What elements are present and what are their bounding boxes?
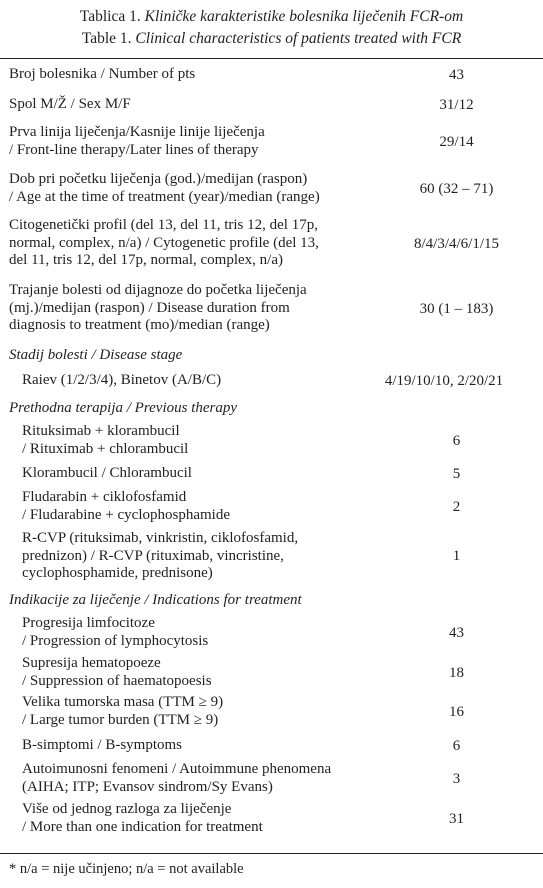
- row-label: [9, 282, 369, 335]
- table-row: [0, 96, 543, 116]
- label-line: Trajanje bolesti od dijagnoze do početka liječenja: [9, 282, 307, 298]
- caption-en-title: Clinical characteristics of patients treated with FCR: [135, 30, 462, 47]
- row-label: [22, 423, 382, 458]
- label-line: Više od jednog razloga za liječenje: [22, 801, 232, 817]
- table-row: [0, 282, 543, 336]
- row-value: 18: [449, 665, 464, 681]
- label-line: B-simptomi / B-symptoms: [22, 737, 183, 753]
- row-value: 31: [449, 811, 464, 827]
- table-row: [0, 694, 543, 730]
- indications-heading: Indikacije za liječenje / Indications for treatment: [9, 592, 302, 608]
- label-line: Citogenetički profil (del 13, del 11, tris 12, del 17p,: [9, 217, 318, 233]
- row-value: 1: [452, 548, 461, 564]
- row-label: [22, 530, 382, 583]
- table-bottom-rule: [0, 853, 543, 854]
- row-value: 5: [452, 466, 461, 482]
- row-label: [9, 66, 369, 84]
- table-row: [0, 124, 543, 160]
- row-value: 3: [452, 771, 461, 787]
- section-heading: [0, 400, 543, 420]
- table-row: [0, 217, 543, 271]
- label-line: / Rituximab + chlorambucil: [22, 440, 189, 457]
- stage-value: 4/19/10/10, 2/20/21: [384, 373, 504, 389]
- table-row: [0, 66, 543, 86]
- row-value: 30 (1 – 183): [419, 301, 494, 317]
- section-heading: [0, 347, 543, 367]
- label-line: Spol M/Ž / Sex M/F: [9, 96, 131, 112]
- table-row: [0, 801, 543, 837]
- label-line: normal, complex, n/a) / Cytogenetic profile (del 13,: [9, 234, 319, 251]
- row-label: [9, 171, 369, 206]
- table-row: [0, 372, 543, 392]
- caption-en-prefix: Table 1.: [81, 30, 132, 47]
- label-line: Klorambucil / Chlorambucil: [22, 465, 192, 481]
- table-row: [0, 530, 543, 584]
- label-line: Fludarabin + ciklofosfamid: [22, 489, 187, 505]
- footnote: * n/a = nije učinjeno; n/a = not available: [9, 861, 244, 877]
- label-line: cyclophosphamide, prednisone): [22, 565, 213, 582]
- row-value: 29/14: [439, 134, 474, 150]
- row-value: 6: [452, 433, 461, 449]
- label-line: / Age at the time of treatment (year)/median (range): [9, 188, 320, 205]
- table-row: [0, 489, 543, 525]
- label-line: diagnosis to treatment (mo)/median (range): [9, 317, 270, 334]
- label-line: / More than one indication for treatment: [22, 818, 263, 835]
- row-label: [9, 96, 369, 114]
- row-value: 31/12: [439, 97, 474, 113]
- label-line: / Suppression of haematopoesis: [22, 672, 212, 689]
- table-row: [0, 737, 543, 757]
- row-label: [9, 217, 369, 270]
- row-label: [22, 737, 382, 755]
- label-line: Rituksimab + klorambucil: [22, 423, 180, 439]
- label-line: del 11, tris 12, del 17p, normal, complex, n/a): [9, 252, 283, 269]
- row-value: 60 (32 – 71): [419, 181, 494, 197]
- caption-hr-prefix: Tablica 1.: [79, 8, 141, 25]
- label-line: Broj bolesnika / Number of pts: [9, 66, 196, 82]
- table-top-rule: [0, 58, 543, 59]
- row-value: 16: [449, 704, 464, 720]
- row-label: [22, 615, 382, 650]
- stage-label: Raiev (1/2/3/4), Binetov (A/B/C): [22, 372, 222, 388]
- table-row: [0, 615, 543, 651]
- row-label: [22, 465, 382, 483]
- label-line: (AIHA; ITP; Evansov sindrom/Sy Evans): [22, 778, 273, 795]
- caption-croatian: [0, 7, 543, 27]
- previous-heading: Prethodna terapija / Previous therapy: [9, 400, 238, 416]
- section-heading: [0, 592, 543, 612]
- label-line: / Fludarabine + cyclophosphamide: [22, 506, 230, 523]
- label-line: Supresija hematopoeze: [22, 655, 161, 671]
- label-line: Autoimunosni fenomeni / Autoimmune phenomena: [22, 761, 332, 777]
- label-line: / Progression of lymphocytosis: [22, 632, 209, 649]
- table-row: [0, 171, 543, 207]
- row-label: [22, 761, 382, 796]
- stage-heading: Stadij bolesti / Disease stage: [9, 347, 183, 363]
- label-line: (mj.)/medijan (raspon) / Disease duration from: [9, 299, 290, 316]
- table-row: [0, 761, 543, 797]
- label-line: Prva linija liječenja/Kasnije linije liječenja: [9, 124, 265, 140]
- label-line: Progresija limfocitoze: [22, 615, 155, 631]
- label-line: / Large tumor burden (TTM ≥ 9): [22, 711, 219, 728]
- table-row: [0, 423, 543, 459]
- row-label: [9, 124, 369, 159]
- row-label: [22, 694, 382, 729]
- row-value: 43: [449, 625, 464, 641]
- label-line: Dob pri početku liječenja (god.)/medijan (raspon): [9, 171, 308, 187]
- caption-hr-title: Kliničke karakteristike bolesnika liječenih FCR-om: [144, 8, 464, 25]
- row-value: 43: [449, 67, 464, 83]
- table-row: [0, 465, 543, 485]
- row-label: [22, 489, 382, 524]
- row-value: 2: [452, 499, 461, 515]
- row-label: [22, 801, 382, 836]
- label-line: Velika tumorska masa (TTM ≥ 9): [22, 694, 224, 710]
- label-line: prednizon) / R-CVP (rituximab, vincristine,: [22, 547, 284, 564]
- label-line: R-CVP (rituksimab, vinkristin, ciklofosfamid,: [22, 530, 299, 546]
- row-value: 6: [452, 738, 461, 754]
- caption-english: [0, 29, 543, 49]
- table-row: [0, 655, 543, 691]
- row-label: [22, 655, 382, 690]
- row-value: 8/4/3/4/6/1/15: [413, 236, 499, 252]
- label-line: / Front-line therapy/Later lines of therapy: [9, 141, 259, 158]
